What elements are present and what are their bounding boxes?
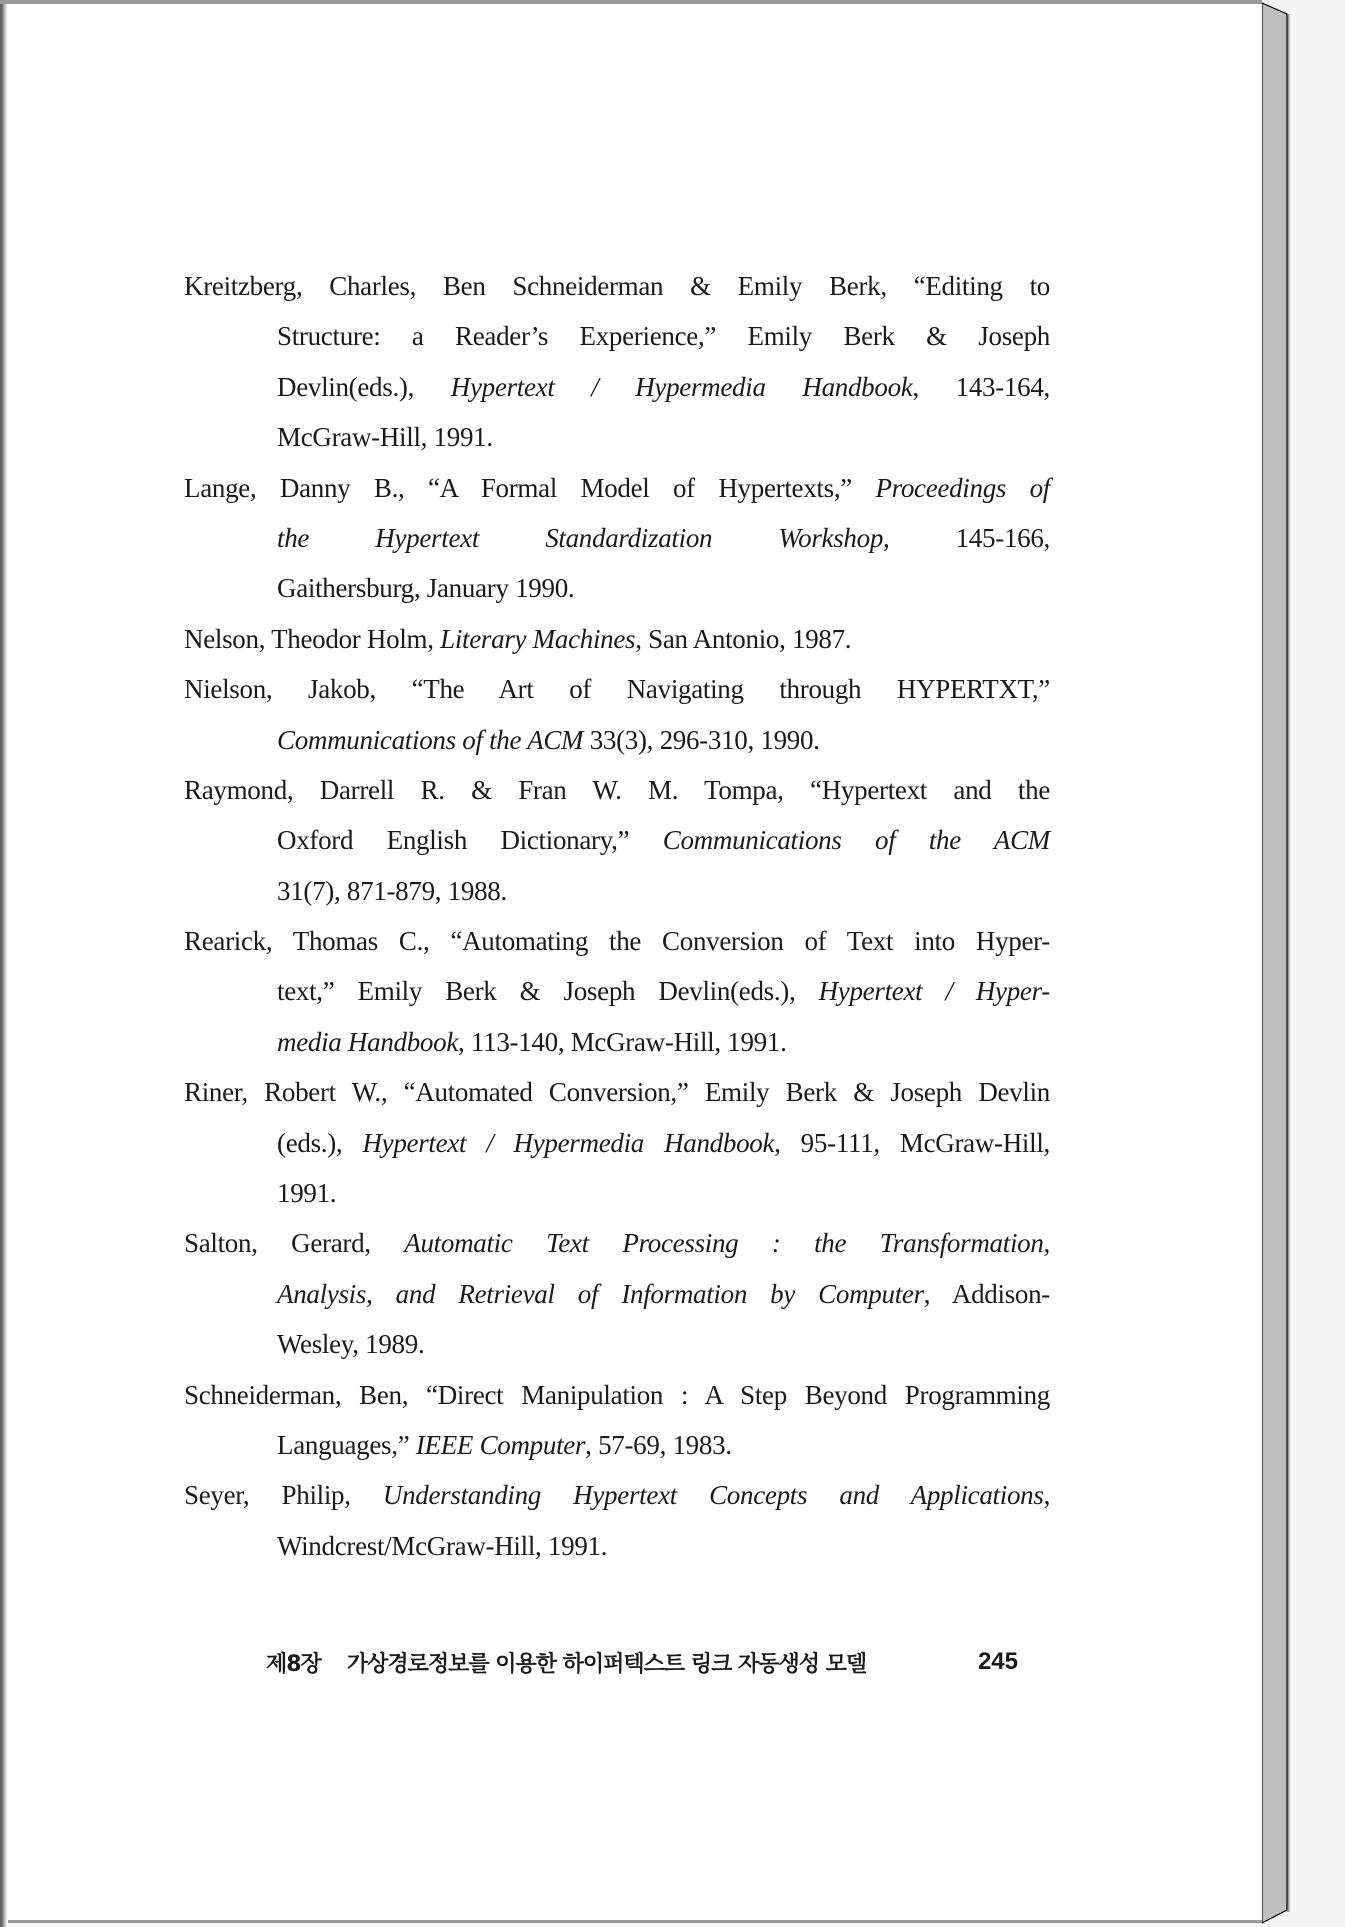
reference-text: , 113-140, McGraw-Hill, 1991. bbox=[458, 1026, 787, 1057]
reference-text: Nelson, Theodor Holm, bbox=[184, 623, 441, 654]
reference-continuation-line bbox=[184, 563, 1050, 613]
reference-continuation-line bbox=[184, 1118, 1050, 1168]
reference-text: McGraw-Hill, 1991. bbox=[277, 422, 493, 453]
reference-continuation-line bbox=[184, 715, 1050, 765]
reference-italic-title: Literary Machines bbox=[440, 623, 636, 654]
reference-italic-title: Hypertext / Hypermedia Handbook bbox=[362, 1127, 775, 1158]
reference-text: , 145-166, bbox=[883, 522, 1050, 553]
reference-continuation-line bbox=[184, 1319, 1050, 1369]
reference-text: Wesley, 1989. bbox=[277, 1329, 425, 1360]
reference-first-line bbox=[184, 765, 1050, 815]
reference-entry bbox=[184, 1218, 1050, 1369]
reference-text: , 143-164, bbox=[912, 371, 1050, 402]
reference-text: Nielson, Jakob, “The Art of Navigating through HYPERTXT,” bbox=[184, 674, 1050, 705]
reference-continuation-line bbox=[184, 1420, 1050, 1470]
reference-text: Kreitzberg, Charles, Ben Schneiderman & Emily Berk, “Editing to bbox=[184, 271, 1050, 301]
reference-continuation-line bbox=[184, 1269, 1050, 1319]
reference-first-line bbox=[184, 1218, 1050, 1268]
reference-continuation-line bbox=[184, 513, 1050, 563]
reference-continuation-line bbox=[184, 966, 1050, 1016]
reference-continuation-line bbox=[184, 1017, 1050, 1067]
reference-text: , bbox=[1043, 1480, 1051, 1511]
reference-italic-title: Automatic Text Processing : the Transformation, bbox=[404, 1228, 1050, 1259]
reference-continuation-line bbox=[184, 1168, 1050, 1218]
reference-entry bbox=[184, 916, 1050, 1067]
reference-text: Structure: a Reader’s Experience,” Emily Berk & Joseph bbox=[277, 321, 1050, 352]
reference-first-line bbox=[184, 261, 1050, 311]
reference-continuation-line bbox=[184, 362, 1050, 412]
footer-title: 가상경로정보를 이용한 하이퍼텍스트 링크 자동생성 모델 bbox=[346, 1651, 867, 1677]
reference-text: Languages,” bbox=[277, 1429, 416, 1460]
reference-text: Lange, Danny B., “A Formal Model of Hypertexts,” bbox=[184, 472, 876, 503]
reference-list bbox=[184, 261, 1050, 1571]
reference-italic-title: Communications of the ACM bbox=[277, 724, 584, 755]
reference-text: Devlin(eds.), bbox=[277, 371, 451, 402]
reference-text: Raymond, Darrell R. & Fran W. M. Tompa, “Hypertext and the bbox=[184, 774, 1050, 805]
reference-text: Windcrest/McGraw-Hill, 1991. bbox=[277, 1530, 608, 1561]
reference-text: , 95-111, McGraw-Hill, bbox=[774, 1127, 1050, 1158]
reference-italic-title: IEEE Computer bbox=[415, 1429, 586, 1460]
reference-italic-title: Hypertext / Hyper- bbox=[818, 976, 1050, 1007]
page-footer bbox=[266, 1644, 1018, 1680]
page-number: 245 bbox=[977, 1648, 1018, 1675]
reference-text: 1991. bbox=[277, 1178, 337, 1209]
reference-text: text,” Emily Berk & Joseph Devlin(eds.), bbox=[277, 976, 819, 1007]
page-spine bbox=[1262, 0, 1290, 1926]
reference-continuation-line bbox=[184, 866, 1050, 916]
reference-entry bbox=[184, 1067, 1050, 1218]
reference-entry bbox=[184, 1470, 1050, 1571]
reference-italic-title: Proceedings of bbox=[875, 472, 1050, 503]
reference-continuation-line bbox=[184, 815, 1050, 865]
reference-continuation-line bbox=[184, 412, 1050, 462]
reference-text: (eds.), bbox=[277, 1127, 363, 1158]
reference-continuation-line bbox=[184, 1521, 1050, 1571]
page-left-edge bbox=[0, 4, 8, 1927]
reference-text: , San Antonio, 1987. bbox=[635, 623, 852, 654]
reference-entry bbox=[184, 1370, 1050, 1471]
reference-entry bbox=[184, 261, 1050, 463]
reference-italic-title: Understanding Hypertext Concepts and Applications bbox=[382, 1480, 1044, 1511]
reference-first-line bbox=[184, 1067, 1050, 1117]
reference-first-line bbox=[184, 664, 1050, 714]
reference-text: Riner, Robert W., “Automated Conversion,” Emily Berk & Joseph Devlin bbox=[184, 1077, 1050, 1108]
reference-first-line bbox=[184, 916, 1050, 966]
reference-italic-title: Hypertext / Hypermedia Handbook bbox=[450, 371, 913, 402]
footer-chapter: 제8장 bbox=[266, 1651, 321, 1677]
reference-italic-title: Analysis, and Retrieval of Information by Computer bbox=[277, 1278, 924, 1309]
reference-text: , Addison- bbox=[923, 1278, 1050, 1309]
reference-first-line bbox=[184, 1370, 1050, 1420]
reference-text: Oxford English Dictionary,” bbox=[277, 825, 663, 856]
reference-text: 33(3), 296-310, 1990. bbox=[583, 724, 820, 755]
reference-first-line bbox=[184, 463, 1050, 513]
reference-italic-title: the Hypertext Standardization Workshop bbox=[277, 522, 884, 553]
reference-entry bbox=[184, 614, 1050, 664]
reference-text: Seyer, Philip, bbox=[184, 1480, 383, 1511]
reference-text: Gaithersburg, January 1990. bbox=[277, 573, 575, 604]
reference-continuation-line bbox=[184, 311, 1050, 361]
reference-first-line bbox=[184, 614, 1050, 664]
reference-text: 31(7), 871-879, 1988. bbox=[277, 875, 507, 906]
reference-italic-title: Communications of the ACM bbox=[662, 825, 1050, 856]
reference-text: Rearick, Thomas C., “Automating the Conversion of Text into Hyper- bbox=[184, 926, 1050, 957]
reference-italic-title: media Handbook bbox=[277, 1026, 459, 1057]
reference-entry bbox=[184, 463, 1050, 614]
reference-text: Schneiderman, Ben, “Direct Manipulation : A Step Beyond Programming bbox=[184, 1379, 1050, 1410]
reference-entry bbox=[184, 664, 1050, 765]
reference-text: , 57-69, 1983. bbox=[585, 1429, 732, 1460]
reference-first-line bbox=[184, 1470, 1050, 1520]
reference-text: Salton, Gerard, bbox=[184, 1228, 405, 1259]
reference-entry bbox=[184, 765, 1050, 916]
